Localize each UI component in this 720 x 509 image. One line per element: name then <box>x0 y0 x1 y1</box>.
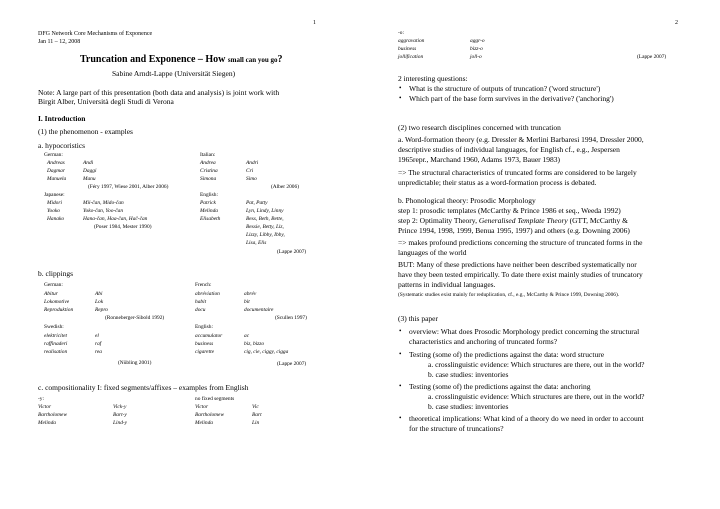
subheading: b. clippings <box>38 269 73 278</box>
base-form: cigarette <box>195 349 214 355</box>
body-line: a. Word-formation theory (e.g. Dressler & Merlini Barbaresi 1994, Dressler 2000, <box>398 135 644 144</box>
truncated-form: Lind-y <box>113 420 128 426</box>
base-form: Elisabeth <box>200 216 221 222</box>
body-line: b. Phonological theory: Prosodic Morphology <box>398 196 536 205</box>
header-line: Jan 11 – 12, 2008 <box>38 39 81 45</box>
truncated-form: Manu <box>83 176 96 182</box>
sub-item: a. crosslinguistic evidence: Which structures are there, out in the world? <box>428 360 645 369</box>
bullet-icon: • <box>399 382 402 390</box>
subheading: c. compositionality I: fixed segments/affixes – examples from English <box>38 383 249 392</box>
base-form: elektricitet <box>44 333 68 339</box>
base-form: Melinda <box>195 420 213 426</box>
question-item: Which part of the base form survives in the derivative? ('anchoring') <box>409 94 614 103</box>
language-label: Japanese: <box>44 192 65 198</box>
note-line: Note: A large part of this presentation (both data and analysis) is joint work with <box>38 88 280 97</box>
bullet-item: Testing (some of) the predictions against the data: word structure <box>409 350 605 359</box>
bullet-item: overview: What does Prosodic Morphology predict concerning the structural <box>409 327 640 336</box>
paper-title: Truncation and Exponence – How small can you go? <box>80 54 283 65</box>
bullet-icon: • <box>399 414 402 422</box>
page-number: 1 <box>313 20 316 26</box>
truncated-form: Vic <box>252 404 259 410</box>
subheading: a. hypocoristics <box>38 141 86 150</box>
base-form: realisation <box>44 349 68 355</box>
language-label: English: <box>195 324 213 330</box>
base-form: raffinaderi <box>44 341 68 347</box>
body-line: => The structural characteristics of truncated forms are considered to be largely <box>398 168 637 177</box>
citation: (Lappe 2007) <box>277 249 307 255</box>
base-form: Abitur <box>44 291 58 297</box>
truncated-form: rea <box>95 349 102 355</box>
body-line: Prince 1994, 1998, 1999, Benua 1995, 1997) and others (e.g. Downing 2006) <box>398 226 630 235</box>
affix-label: no fixed segments <box>195 396 235 402</box>
questions-heading: 2 interesting questions: <box>398 74 468 83</box>
body-line: => makes profound predictions concerning the structure of truncated forms in the <box>398 238 643 247</box>
truncated-form: aggr-o <box>470 38 485 44</box>
truncated-form: Daggi <box>83 168 97 174</box>
base-form: abréviation <box>195 291 220 297</box>
base-form: accumulator <box>195 333 223 339</box>
affix-label: -o: <box>398 30 404 36</box>
truncated-form: raf <box>95 341 102 347</box>
base-form: Andreas <box>47 160 65 166</box>
sub-item: b. case studies: inventories <box>428 370 509 379</box>
truncated-form: Vick-y <box>113 404 127 410</box>
truncated-form: biz, bizzo <box>244 341 265 347</box>
sub-item: a. crosslinguistic evidence: Which structures are there, out in the world? <box>428 392 645 401</box>
body-line: descriptive studies of individual languages, for English cf., e.g., Jespersen <box>398 145 620 154</box>
body-line: unpredictable; their status as a word-formation process is debated. <box>398 178 597 187</box>
base-form: Lokomotive <box>44 299 70 305</box>
base-form: Andrea <box>200 160 216 166</box>
truncated-form: cig, cie, ciggy, cigga <box>244 349 289 355</box>
truncated-form: Hana-čan, Haa-čan, Hač-čan <box>83 216 148 222</box>
footnote-line: (Systematic studies exist mainly for reduplication, cf., e.g., McCarthy & Prince 1999, Downing 2006). <box>398 292 620 298</box>
base-form: Melinda <box>38 420 56 426</box>
base-form: habit <box>195 299 207 305</box>
bullet-item: Testing (some of) the predictions against the data: anchoring <box>409 382 591 391</box>
body-line: step 1: prosodic templates (McCarthy & Prince 1986 et seq., Weeda 1992) <box>398 206 621 215</box>
bullet-item: for the structure of truncations? <box>409 424 504 433</box>
base-form: Bartholomew <box>38 412 68 418</box>
base-form: business <box>398 46 417 52</box>
truncated-form: Cri <box>246 168 254 174</box>
truncated-form: Andi <box>83 160 94 166</box>
base-form: Melinda <box>200 208 218 214</box>
base-form: Cristina <box>200 168 218 174</box>
body-line: step 2: Optimality Theory, Generalised Template Theory (GTT, McCarthy & <box>398 216 628 225</box>
citation: (Lappe 2007) <box>637 54 667 60</box>
citation: (Lappe 2007) <box>277 361 307 367</box>
base-form: Hanako <box>47 216 65 222</box>
base-form: jollification <box>398 54 424 60</box>
truncated-form: bit <box>244 299 250 305</box>
example-heading: (2) two research disciplines concerned with truncation <box>398 123 561 132</box>
language-label: Italian: <box>200 152 216 158</box>
bullet-icon: • <box>399 94 402 102</box>
base-form: Manuela <box>47 176 67 182</box>
language-label: Swedish: <box>44 324 64 330</box>
bullet-icon: • <box>399 327 402 335</box>
truncated-form: Simo <box>246 176 257 182</box>
base-form: Yooko <box>47 208 60 214</box>
body-line: have they been tested empirically. To date there exist mainly studies of truncatory <box>398 270 643 279</box>
truncated-form: Bess, Beth, Bette, <box>246 216 284 222</box>
truncated-form: Lin <box>252 420 260 426</box>
bullet-item: theoretical implications: What kind of a theory do we need in order to account <box>409 414 644 423</box>
truncated-form: Bessie, Betty, Liz, <box>246 224 284 230</box>
truncated-form: Repro <box>95 307 108 313</box>
base-form: Midori <box>47 200 62 206</box>
example-heading: (1) the phenomenon - examples <box>38 127 133 136</box>
bullet-item: characteristics and anchoring of truncated forms? <box>409 337 558 346</box>
citation: (Ronneberger-Sibold 1992) <box>105 315 165 321</box>
language-label: German: <box>44 282 63 288</box>
citation: (Poser 1984, Mester 1990) <box>94 224 152 230</box>
truncated-form: bizz-o <box>470 46 483 52</box>
language-label: English: <box>200 192 218 198</box>
base-form: Bartholomew <box>195 412 225 418</box>
truncated-form: Lizzy, Libby, Ibby, <box>246 232 285 238</box>
truncated-form: Lisa, Elis <box>246 240 267 246</box>
truncated-form: Pat, Patty <box>246 200 268 206</box>
affix-label: -y: <box>38 396 44 402</box>
citation: (Scullen 1997) <box>275 315 307 321</box>
truncated-form: Lok <box>95 299 104 305</box>
truncated-form: Lyn, Lindy, Linny <box>246 208 284 214</box>
truncated-form: el <box>95 333 99 339</box>
note-line: Birgit Alber, Università degli Studi di Verona <box>38 97 174 106</box>
truncated-form: Andri <box>246 160 259 166</box>
truncated-form: Abi <box>95 291 103 297</box>
body-line: 1965repr., Marchand 1960, Adams 1973, Bauer 1983) <box>398 155 561 164</box>
truncated-form: Bart <box>252 412 262 418</box>
language-label: French: <box>195 282 212 288</box>
truncated-form: Mii-čan, Mido-čan <box>83 200 124 206</box>
truncated-form: ac <box>244 333 250 339</box>
base-form: documentaire <box>244 307 274 313</box>
body-line: languages of the world <box>398 248 467 257</box>
body-line: patterns in individual languages. <box>398 280 496 289</box>
truncated-form: Bart-y <box>113 412 127 418</box>
question-item: What is the structure of outputs of truncation? ('word structure') <box>409 84 601 93</box>
base-form: Dagmar <box>47 168 65 174</box>
truncated-form: docu <box>195 307 206 313</box>
sub-item: b. case studies: inventories <box>428 402 509 411</box>
body-line: BUT: Many of these predictions have neither been described systematically nor <box>398 260 637 269</box>
citation: (Alber 2006) <box>271 184 299 190</box>
citation: (Féry 1997, Wiese 2001, Alber 2006) <box>88 184 169 190</box>
base-form: Patrick <box>200 200 216 206</box>
base-form: Simona <box>200 176 217 182</box>
bullet-icon: • <box>399 84 402 92</box>
base-form: aggravation <box>398 38 425 44</box>
base-form: business <box>195 341 214 347</box>
author-line: Sabine Arndt-Lappe (Universität Siegen) <box>112 69 236 78</box>
base-form: Victor <box>195 404 209 410</box>
section-heading: I. Introduction <box>38 114 86 123</box>
citation: (Nübling 2001) <box>118 360 152 366</box>
page-2 <box>360 0 720 509</box>
page-number: 2 <box>675 20 678 26</box>
truncated-form: Yoko-čan, Yoo-čan <box>83 208 124 214</box>
truncated-form: abrév <box>244 291 257 297</box>
truncated-form: joll-o <box>470 54 482 60</box>
base-form: Reproduktion <box>44 307 74 313</box>
bullet-icon: • <box>399 350 402 358</box>
example-heading: (3) this paper <box>398 314 438 323</box>
header-line: DFG Network Core Mechanisms of Exponence <box>38 31 153 37</box>
language-label: German: <box>44 152 63 158</box>
base-form: Victor <box>38 404 52 410</box>
